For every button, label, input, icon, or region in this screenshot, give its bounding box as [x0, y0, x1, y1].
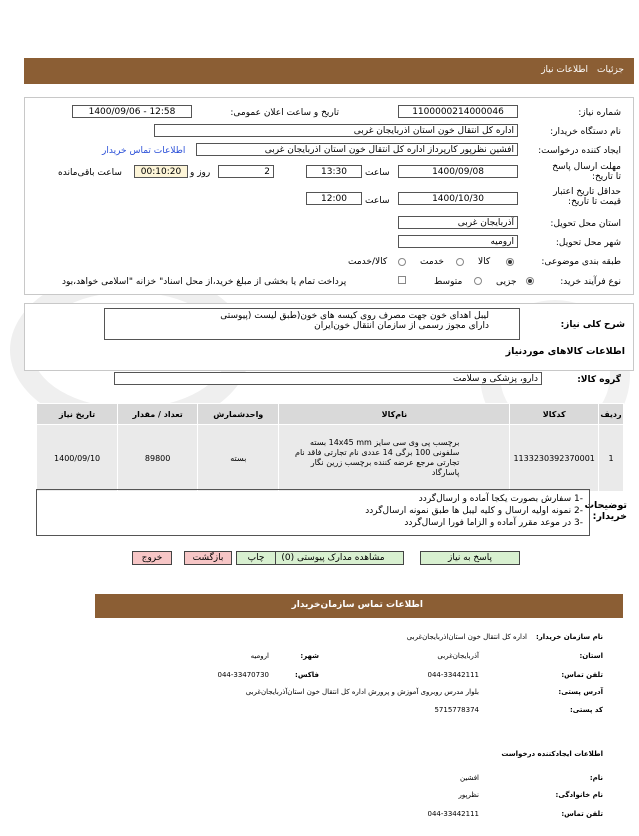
validity-date-field: 1400/10/30: [398, 192, 518, 205]
contact-org-value: اداره کل انتقال خون استان‌اذربایجان‌غربی: [406, 633, 527, 641]
creator-family-value: نظرپور: [458, 791, 479, 799]
buyer-contact-link[interactable]: اطلاعات تماس خریدار: [102, 146, 186, 156]
table-row[interactable]: [37, 425, 624, 492]
process-label: نوع فرآیند خرید:: [560, 277, 621, 287]
buyer-label: نام دستگاه خریدار:: [550, 127, 621, 137]
table-header-row: [37, 404, 624, 425]
contact-bar: [95, 594, 623, 618]
print-button[interactable]: چاپ: [236, 551, 276, 565]
col-qty: تعداد / مقدار: [118, 404, 198, 425]
contact-address-label: آدرس پستی:: [558, 688, 603, 696]
contact-phone-value: 044-33442111: [427, 671, 479, 679]
announce-field: 1400/09/06 - 12:58: [72, 105, 192, 118]
col-date: تاریخ نیاز: [37, 404, 118, 425]
validity-label: حداقل تاریخ اعتبار قیمت تا تاریخ:: [553, 187, 621, 207]
col-row: ردیف: [599, 404, 624, 425]
payment-note: پرداخت تمام یا بخشی از مبلغ خرید،از محل اسناد" خزانه "اسلامی خواهد،بود: [62, 277, 347, 287]
deadline-label: مهلت ارسال پاسخ تا تاریخ:: [552, 162, 621, 182]
contact-postal-value: 5715778374: [434, 706, 479, 714]
col-code: کدکالا: [510, 404, 599, 425]
category-radio-goods[interactable]: [506, 258, 514, 266]
col-unit: واحدشمارش: [198, 404, 279, 425]
contact-province-label: استان:: [579, 652, 603, 660]
summary-line-2: دارای مجوز رسمی از سازمان انتقال خون‌ایران: [314, 321, 489, 331]
category-option-service: خدمت: [420, 257, 444, 267]
cell-date: 1400/09/10: [37, 425, 118, 492]
need-number-field: 1100000214000046: [398, 105, 518, 118]
remaining-time-field: 00:10:20: [134, 165, 188, 178]
cell-name: برچسب پی وی سی سایز 14x45 mm بسته سلفونی 100 برگی 14 عددی نام تجارتی فاقد نام تجارتی مرجع عرضه کننده برچسب زرین نگار پاسارگاد: [279, 425, 510, 492]
category-option-goods-service: کالا/خدمت: [348, 257, 388, 267]
cell-qty: 89800: [118, 425, 198, 492]
contact-province-value: آذربایجان‌غربی: [437, 652, 479, 660]
process-radio-medium[interactable]: [474, 277, 482, 285]
creator-name-value: افشین: [460, 774, 479, 782]
col-name: نام‌کالا: [279, 404, 510, 425]
contact-city-label: شهر:: [300, 652, 319, 660]
contact-postal-label: کد پستی:: [569, 706, 603, 714]
goods-section-title: اطلاعات کالاهای موردنیاز: [505, 346, 625, 357]
notes-line-2: -2 نمونه اولیه ارسال و کلیه لیبل ها طبق نمونه ارسال‌گردد: [365, 506, 583, 516]
validity-time-label: ساعت: [365, 196, 390, 206]
tab-need-info[interactable]: اطلاعات نیاز: [541, 65, 588, 75]
cell-code: 1133230392370001: [510, 425, 599, 492]
province-label: استان محل تحویل:: [550, 219, 621, 229]
tab-details[interactable]: جزئیات: [597, 65, 624, 75]
contact-phone-label: تلفن تماس:: [561, 671, 603, 679]
deadline-time-field: 13:30: [306, 165, 362, 178]
creator-field: افشین نظرپور کارپرداز اداره کل انتقال خون استان اذربایجان غربی: [196, 143, 518, 156]
process-option-medium: متوسط: [434, 277, 463, 287]
summary-line-1: لیبل اهدای خون جهت مصرف روی کیسه های خون(طبق لیست (پیوستی: [220, 311, 489, 321]
summary-label: شرح کلی نیاز:: [560, 320, 625, 330]
summary-box: [104, 308, 520, 340]
category-radio-goods-service[interactable]: [398, 258, 406, 266]
buyer-field: اداره کل انتقال خون استان اذربایجان غربی: [154, 124, 518, 137]
validity-time-field: 12:00: [306, 192, 362, 205]
category-label: طبقه بندی موضوعی:: [541, 257, 621, 267]
creator-info-title: اطلاعات ایجادکننده درخواست: [501, 750, 603, 758]
creator-phone-value: 044-33442111: [427, 810, 479, 818]
deadline-time-label: ساعت: [365, 168, 390, 178]
cell-unit: بسته: [198, 425, 279, 492]
contact-org-label: نام سازمان خریدار:: [535, 633, 603, 641]
notes-label: توضیحات خریدار:: [584, 500, 627, 522]
reply-button[interactable]: پاسخ به نیاز: [420, 551, 520, 565]
notes-line-3: -3 در موعد مقرر آماده و الزاما فورا ارسال‌گردد: [404, 518, 583, 528]
goods-group-label: گروه کالا:: [577, 375, 621, 385]
contact-city-value: ارومیه: [250, 652, 269, 660]
process-radio-minor[interactable]: [526, 277, 534, 285]
notes-box: [36, 489, 590, 536]
attachments-button[interactable]: مشاهده مدارک پیوستی (0): [262, 551, 404, 565]
days-label: روز و: [190, 168, 211, 178]
creator-phone-label: تلفن تماس:: [561, 810, 603, 818]
items-table: [36, 403, 624, 492]
contact-address-value: بلوار مدرس روبروی آموزش و پرورش اداره کل انتقال خون استان‌آذربایجان‌غربی: [245, 688, 479, 696]
announce-label: تاریخ و ساعت اعلان عمومی:: [230, 108, 339, 118]
back-button[interactable]: بازگشت: [184, 551, 232, 565]
creator-label: ایجاد کننده درخواست:: [538, 146, 621, 156]
creator-name-label: نام:: [589, 774, 603, 782]
city-label: شهر محل تحویل:: [555, 238, 621, 248]
remaining-label: ساعت باقی‌مانده: [58, 168, 122, 178]
days-field: 2: [218, 165, 274, 178]
category-option-goods: کالا: [478, 257, 491, 267]
contact-fax-value: 044-33470730: [217, 671, 269, 679]
goods-group-field: دارو، پزشکی و سلامت: [114, 372, 542, 385]
header-bar: [24, 58, 634, 84]
contact-fax-label: فاکس:: [295, 671, 319, 679]
city-field: ارومیه: [398, 235, 518, 248]
category-radio-service[interactable]: [456, 258, 464, 266]
creator-family-label: نام خانوادگی:: [555, 791, 603, 799]
deadline-date-field: 1400/09/08: [398, 165, 518, 178]
process-option-minor: جزیی: [496, 277, 517, 287]
payment-checkbox[interactable]: [398, 276, 406, 284]
province-field: آذربایجان غربی: [398, 216, 518, 229]
need-number-label: شماره نیاز:: [578, 108, 621, 118]
cell-row: 1: [599, 425, 624, 492]
exit-button[interactable]: خروج: [132, 551, 172, 565]
notes-line-1: -1 سفارش بصورت یکجا آماده و ارسال‌گردد: [418, 494, 583, 504]
contact-bar-title: اطلاعات تماس سازمان‌خریدار: [291, 600, 423, 610]
